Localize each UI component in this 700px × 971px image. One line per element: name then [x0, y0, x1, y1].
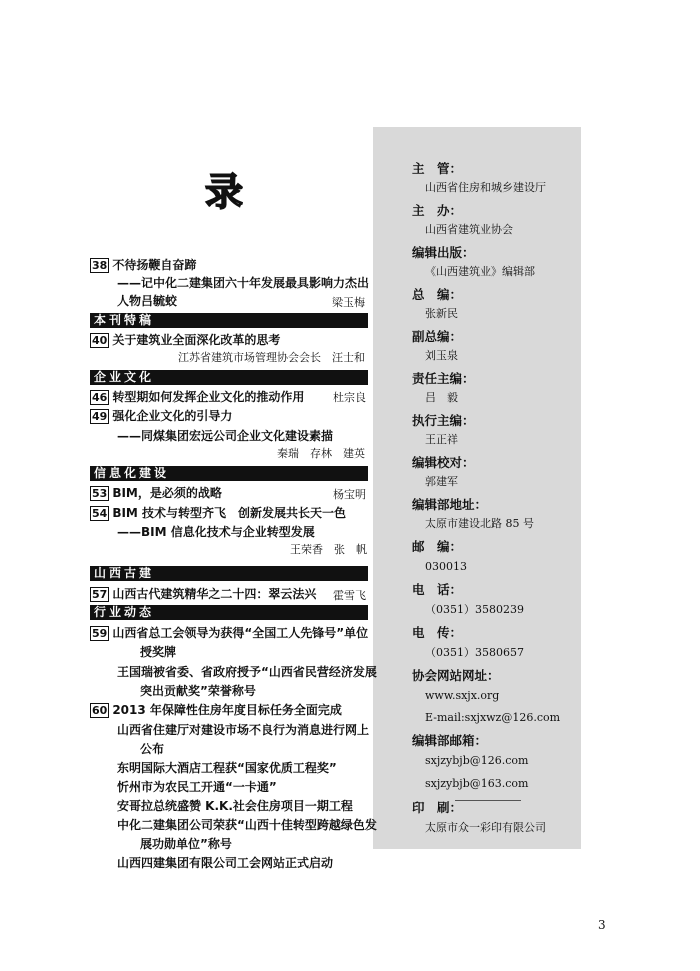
toc-title: 2013 年保障性住房年度目标任务全面完成	[112, 703, 342, 717]
toc-entry-46[interactable]	[90, 389, 304, 405]
toc-subtitle: 授奖牌	[140, 645, 177, 659]
toc-entry-53[interactable]	[90, 485, 222, 501]
page-number-box: 59	[92, 627, 108, 640]
page-number-box: 38	[92, 259, 108, 272]
masthead-value: 刘玉泉	[425, 349, 458, 362]
masthead-label: 编辑部邮箱：	[412, 733, 488, 748]
page-number-box: 49	[92, 410, 108, 423]
masthead-value: 太原市众一彩印有限公司	[425, 821, 546, 834]
masthead-value: （0351）3580657	[425, 646, 524, 659]
toc-entry-40[interactable]	[90, 332, 280, 348]
toc-subtitle: ——BIM 信息化技术与企业转型发展	[117, 525, 315, 539]
toc-entry-57[interactable]	[90, 586, 316, 602]
toc-news-item: 山西省住建厅对建设市场不良行为消息进行网上	[117, 723, 370, 737]
toc-news-item: 展功勋单位”称号	[140, 837, 232, 851]
toc-entry-49[interactable]	[90, 408, 232, 424]
masthead-value: 山西省建筑业协会	[425, 223, 513, 236]
section-header: 本刊特稿	[90, 313, 368, 328]
masthead-value: 030013	[425, 560, 467, 573]
toc-author: 霍雪飞	[333, 589, 366, 602]
masthead-label: 主 办：	[412, 203, 463, 218]
toc-author: 梁玉梅	[332, 296, 365, 309]
toc-subtitle: ——记中化二建集团六十年发展最具影响力杰出	[117, 276, 370, 290]
section-header: 信息化建设	[90, 466, 368, 481]
page-number-box: 53	[92, 487, 108, 500]
toc-title: 山西省总工会领导为获得“全国工人先锋号”单位	[112, 626, 369, 640]
toc-author: 王荣香 张 帆	[290, 543, 367, 556]
masthead-value: 郭建军	[425, 475, 458, 488]
page-number-box: 57	[92, 588, 108, 601]
toc-title: 山西古代建筑精华之二十四：翠云法兴	[112, 587, 317, 601]
masthead-label: 责任主编：	[412, 371, 475, 386]
toc-author: 江苏省建筑市场管理协会会长 汪士和	[178, 351, 365, 364]
masthead-label: 印 刷：	[412, 800, 463, 815]
masthead-link[interactable]: www.sxjx.org	[425, 689, 500, 702]
page-number-box: 60	[92, 704, 108, 717]
masthead-label: 执行主编：	[412, 413, 475, 428]
toc-subtitle: 突出贡献奖”荣誉称号	[140, 684, 256, 698]
page-number-box: 54	[92, 507, 108, 520]
toc-news-item: 忻州市为农民工开通“一卡通”	[117, 780, 277, 794]
toc-entry-54[interactable]	[90, 505, 346, 521]
masthead-label: 编辑校对：	[412, 455, 475, 470]
divider-line	[455, 800, 521, 801]
masthead-label: 电 传：	[412, 625, 463, 640]
toc-title: BIM 技术与转型齐飞 创新发展共长天一色	[112, 506, 347, 520]
masthead-value: 太原市建设北路 85 号	[425, 517, 534, 530]
masthead-label: 副总编：	[412, 329, 463, 344]
toc-title: 关于建筑业全面深化改革的思考	[112, 333, 281, 347]
toc-author: 秦瑞 存林 建英	[277, 447, 365, 460]
masthead-value: 山西省住房和城乡建设厅	[425, 181, 546, 194]
masthead-value: 张新民	[425, 307, 458, 320]
toc-news-item: 中化二建集团公司荣获“山西十佳转型跨越绿色发	[117, 818, 377, 832]
toc-news-item: 公布	[140, 742, 165, 756]
toc-author: 杨宝明	[333, 488, 366, 501]
toc-news-item: 山西四建集团有限公司工会网站正式启动	[117, 856, 334, 870]
section-header: 企业文化	[90, 370, 368, 385]
toc-subtitle: 人物吕毓蛟	[117, 294, 178, 308]
toc-entry-59[interactable]	[90, 625, 368, 641]
masthead-value: 《山西建筑业》编辑部	[425, 265, 535, 278]
page-number: 3	[598, 918, 606, 932]
toc-title: 强化企业文化的引导力	[112, 409, 233, 423]
section-header: 山西古建	[90, 566, 368, 581]
toc-entry-38[interactable]	[90, 257, 196, 273]
toc-subtitle: ——同煤集团宏远公司企业文化建设素描	[117, 429, 334, 443]
masthead-label: 编辑出版：	[412, 245, 475, 260]
page-number-box: 40	[92, 334, 108, 347]
toc-entry-60[interactable]	[90, 702, 342, 718]
masthead-label: 协会网站网址：	[412, 668, 500, 683]
masthead-label: 邮 编：	[412, 539, 463, 554]
toc-news-item: 安哥拉总统盛赞 K.K.社会住房项目一期工程	[117, 799, 353, 813]
masthead-value: 吕 毅	[425, 391, 458, 404]
masthead-label: 编辑部地址：	[412, 497, 488, 512]
masthead-label: 主 管：	[412, 161, 463, 176]
toc-author: 杜宗良	[333, 391, 366, 404]
masthead-label: 总 编：	[412, 287, 463, 302]
toc-title: 转型期如何发挥企业文化的推动作用	[112, 390, 305, 404]
masthead-email[interactable]: sxjzybjb@163.com	[425, 777, 529, 790]
section-header: 行业动态	[90, 605, 368, 620]
page-number-box: 46	[92, 391, 108, 404]
toc-subtitle: 王国瑞被省委、省政府授予“山西省民营经济发展	[117, 665, 377, 679]
page-heading: 录	[205, 169, 246, 214]
toc-title: BIM，是必须的战略	[112, 486, 222, 500]
toc-title: 不待扬鞭自奋蹄	[112, 258, 197, 272]
toc-news-item: 东明国际大酒店工程获“国家优质工程奖”	[117, 761, 337, 775]
masthead-value: （0351）3580239	[425, 603, 524, 616]
masthead-label: 电 话：	[412, 582, 463, 597]
masthead-email[interactable]: E-mail:sxjxwz@126.com	[425, 711, 561, 724]
masthead-value: 王正祥	[425, 433, 458, 446]
masthead-email[interactable]: sxjzybjb@126.com	[425, 754, 529, 767]
